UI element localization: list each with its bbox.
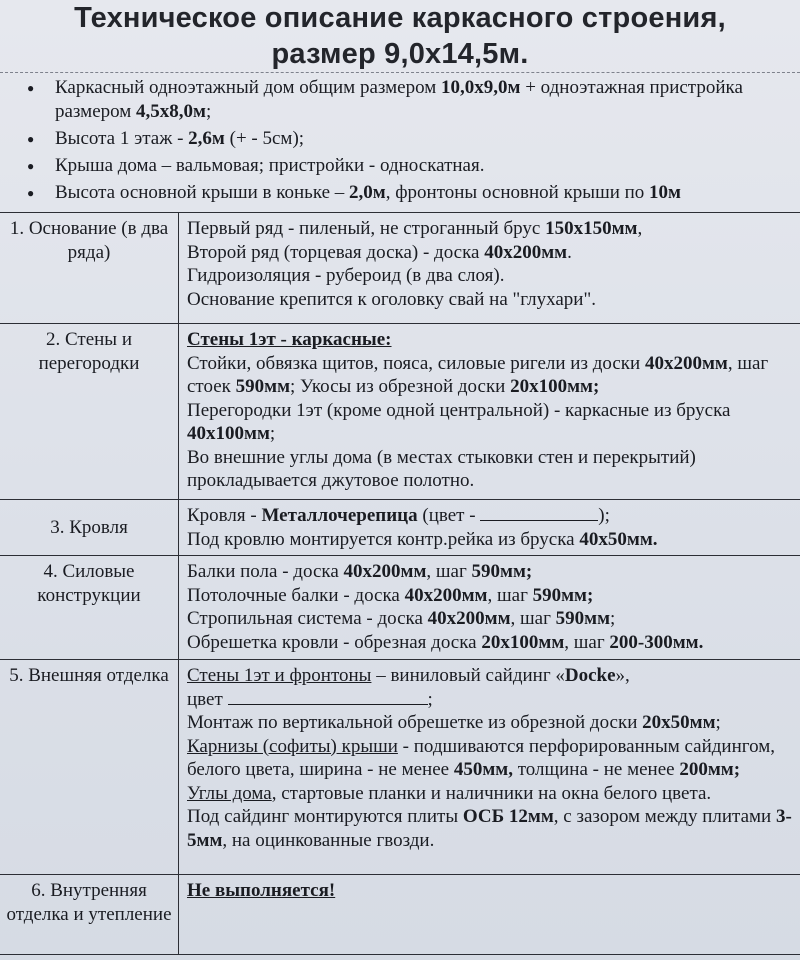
row-label: 5. Внешняя отделка xyxy=(0,660,179,875)
spec-table xyxy=(0,212,800,955)
document-title xyxy=(0,0,800,72)
table-row xyxy=(0,556,800,660)
title-line-1: Техническое описание каркасного строения, xyxy=(74,2,726,34)
table-row xyxy=(0,324,800,500)
table-row xyxy=(0,875,800,955)
title-line-2: размер 9,0х14,5м. xyxy=(271,38,529,70)
row-label: 1. Основание (в два ряда) xyxy=(0,213,179,324)
row-label: 4. Силовые конструкции xyxy=(0,556,179,660)
row-content: Не выполняется! xyxy=(179,875,800,955)
row-label: 2. Стены и перегородки xyxy=(0,324,179,500)
dashed-divider xyxy=(0,72,800,73)
bullet-item: ● Каркасный одноэтажный дом общим размером 10,0х9,0м + одноэтажная пристройка размером 4,5х8,0м; xyxy=(55,76,775,124)
row-label: 6. Внутренняя отделка и утепление xyxy=(0,875,179,955)
row-content: Стены 1эт - каркасные: Стойки, обвязка щитов, пояса, силовые ригели из доски 40х200мм, шаг стоек 590мм; Укосы из обрезной доски 20х100мм; Перегородки 1эт (кроме одной центральной) - каркасные из бруска 40х100мм; Во внешние углы дома (в местах стыковки стен и перекрытий) прокладывается джутовое полотно. xyxy=(179,324,800,500)
row-content: Балки пола - доска 40х200мм, шаг 590мм; Потолочные балки - доска 40х200мм, шаг 590мм; Стропильная система - доска 40х200мм, шаг 590мм; Обрешетка кровли - обрезная доска 20х100мм, шаг 200-300мм. xyxy=(179,556,800,660)
row-label: 3. Кровля xyxy=(0,500,179,556)
bullet-item: ● Крыша дома – вальмовая; пристройки - односкатная. xyxy=(55,154,775,178)
table-row xyxy=(0,500,800,556)
table-row xyxy=(0,213,800,324)
bullet-item: ● Высота 1 этаж - 2,6м (+ - 5см); xyxy=(55,127,775,151)
table-row xyxy=(0,660,800,875)
row-content: Кровля - Металлочерепица (цвет - ); Под кровлю монтируется контр.рейка из бруска 40х50мм. xyxy=(179,500,800,556)
bullet-item: ● Высота основной крыши в коньке – 2,0м, фронтоны основной крыши по 10м xyxy=(55,181,775,205)
row-content: Стены 1эт и фронтоны – виниловый сайдинг «Docke», цвет ; Монтаж по вертикальной обрешетке из обрезной доски 20х50мм; Карнизы (софиты) крыши - подшиваются перфорированным сайдингом, белого цвета, ширина - не менее 450мм, толщина - не менее 200мм; Углы дома, стартовые планки и наличники на окна белого цвета. Под сайдинг монтируются плиты ОСБ 12мм, с зазором между плитами 3-5мм, на оцинкованные гвозди. xyxy=(179,660,800,875)
summary-bullets xyxy=(0,76,775,208)
row-content: Первый ряд - пиленый, не строганный брус 150х150мм, Второй ряд (торцевая доска) - доска 40х200мм. Гидроизоляция - рубероид (в два слоя). Основание крепится к оголовку свай на "глухари". xyxy=(179,213,800,324)
